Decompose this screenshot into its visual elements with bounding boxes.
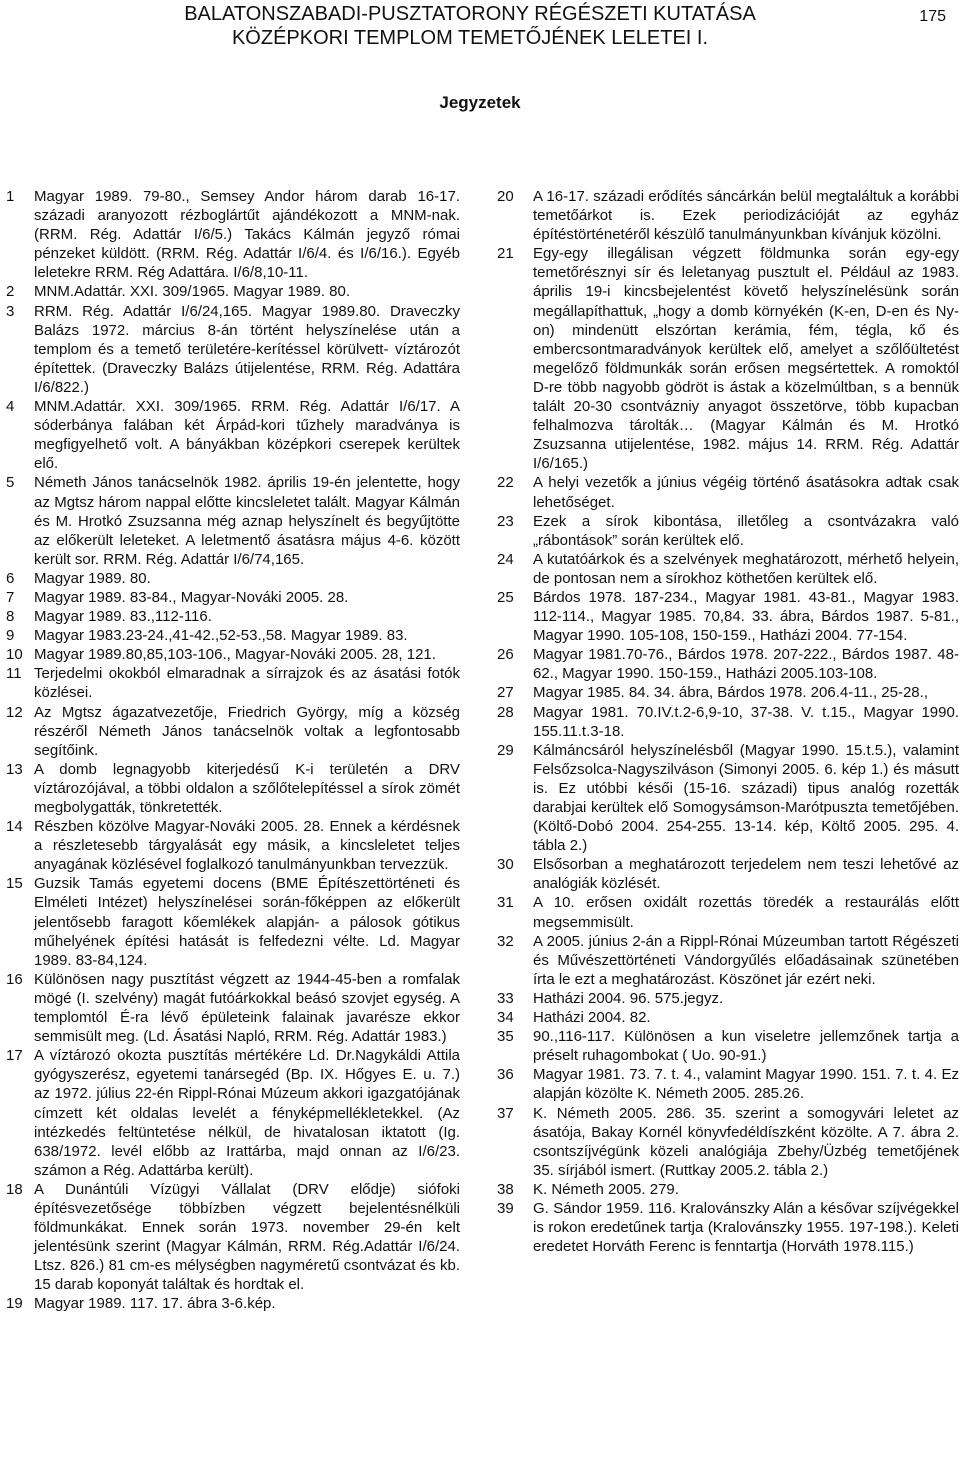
footnote bbox=[497, 645, 959, 683]
footnote-text: Magyar 1981. 70.IV.t.2-6,9-10, 37-38. V. t.15., Magyar 1990. 155.11.t.3-18. bbox=[533, 703, 959, 740]
footnote-text: Hatházi 2004. 96. 575.jegyz. bbox=[533, 989, 724, 1007]
footnote bbox=[0, 874, 460, 969]
footnote bbox=[497, 473, 959, 511]
footnote-text: Magyar 1989. 83.,112-116. bbox=[34, 608, 212, 626]
footnote-text: A víztározó okozta pusztítás mértékére Ld. Dr.Nagykáldi Attila gyógyszerész, egyetemi tanársegéd (Bp. IX. Hőgyes E. u. 7.) az 1972. július 22-én Rippl-Rónai Múzeum akkori igazgatójának címzett két oldalas levelét a fényképmellékletekkel. (Az intézkedés feltüntetése nélkül, de hivatalosan iktatott (Ig. 638/1972. levél előbb az Irattárba, majd onnan az I/6/23. számon a Rég. Adattárba került). bbox=[34, 1047, 460, 1179]
footnote-number: 10 bbox=[6, 646, 23, 664]
footnote-number: 21 bbox=[497, 245, 514, 263]
footnote bbox=[0, 473, 460, 568]
footnote bbox=[0, 626, 460, 645]
footnote bbox=[497, 683, 959, 702]
footnote-number: 38 bbox=[497, 1180, 514, 1198]
footnote bbox=[497, 741, 959, 856]
footnote-number: 32 bbox=[497, 932, 514, 950]
running-title-line-2: KÖZÉPKORI TEMPLOM TEMETŐJÉNEK LELETEI I. bbox=[231, 27, 709, 49]
footnote-number: 4 bbox=[6, 398, 15, 416]
footnote-text: A 16-17. századi erődítés sáncárkán belül megtaláltuk a korábbi temetőárkot is. Ezek periodizációját az egyház építéstörténetéről készülő tanulmányunkban kívánjuk közölni. bbox=[533, 188, 959, 244]
section-title: Jegyzetek bbox=[439, 93, 521, 112]
footnote-number: 33 bbox=[497, 989, 514, 1007]
footnote-number: 29 bbox=[497, 741, 514, 759]
footnote-number: 26 bbox=[497, 646, 514, 664]
footnote-text: Magyar 1989.80,85,103-106., Magyar-Nováki 2005. 28, 121. bbox=[34, 646, 436, 664]
footnote-number: 34 bbox=[497, 1009, 514, 1027]
footnote bbox=[497, 512, 959, 550]
footnote bbox=[0, 187, 460, 282]
footnote bbox=[497, 1008, 959, 1027]
footnote bbox=[497, 588, 959, 645]
footnote-text: A 2005. június 2-án a Rippl-Rónai Múzeumban tartott Régészeti és Művészettörténeti Vándorgyűlés előadásainak szünetében írta le ezt a meghatározást. Köszönet jár ezért neki. bbox=[533, 932, 959, 988]
footnote-text: MNM.Adattár. XXI. 309/1965. RRM. Rég. Adattár I/6/17. A sóderbánya falában két Árpád-kori tűzhely maradványa is megfigyelhető volt. A bányákban középkori cserepek kerültek elő. bbox=[34, 398, 460, 473]
footnote-text: Kálmáncsáról helyszínelésből (Magyar 1990. 15.t.5.), valamint Felsőzsolca-Nagyszilváson (Simonyi 2005. 6. kép 1.) és másutt is. Ez utóbbi késői (15-16. századi) tipus analóg rozetták darabjai kerültek elő Somogysámson-Marótpuszta temetőjében. (Költő-Dobó 2004. 254-255. 13-14. kép, Költő 2005. 295. 4. tábla 2.) bbox=[533, 741, 959, 855]
footnote-text: K. Németh 2005. 286. 35. szerint a somogyvári leletet az ásatója, Bakay Kornél könyvfedéldíszként közölte. A 7. ábra 2. csontszíjvégünk közeli analógiája Zbehy/Üzbég temetőjének 35. sírjából ismert. (Ruttkay 2005.2. tábla 2.) bbox=[533, 1104, 959, 1179]
footnote bbox=[0, 664, 460, 702]
footnote bbox=[497, 244, 959, 473]
footnote bbox=[0, 1046, 460, 1180]
footnote-number: 24 bbox=[497, 550, 514, 568]
footnote-text: Magyar 1981. 73. 7. t. 4., valamint Magyar 1990. 151. 7. t. 4. Ez alapján közölte K. Németh 2005. 285.26. bbox=[533, 1066, 959, 1103]
footnote bbox=[0, 1180, 460, 1295]
footnote-text: Magyar 1981.70-76., Bárdos 1978. 207-222., Bárdos 1987. 48-62., Magyar 1990. 150-159., Hatházi 2005.103-108. bbox=[533, 646, 959, 683]
page-number: 175 bbox=[919, 8, 946, 25]
footnote-text: Magyar 1989. 80. bbox=[34, 569, 151, 587]
footnote-number: 18 bbox=[6, 1180, 23, 1198]
footnote bbox=[0, 703, 460, 760]
footnote-text: A kutatóárkok és a szelvények meghatározott, mérhető helyein, de pontosan nem a sírokhoz köthetően kerültek elő. bbox=[533, 550, 959, 587]
running-title bbox=[150, 2, 790, 50]
footnote-number: 35 bbox=[497, 1028, 514, 1046]
footnote-text: Németh János tanácselnök 1982. április 19-én jelentette, hogy az Mgtsz három nappal előtte kincsleletet talált. Magyar Kálmán és M. Hrotkó Zsuzsanna még aznap helyszínelt és begyűjtötte az előkerült leleteket. A leletmentő ásatásra május 4-6. között került sor. RRM. Rég. Adattár I/6/74,165. bbox=[34, 474, 460, 568]
footnote bbox=[497, 550, 959, 588]
footnote-number: 17 bbox=[6, 1047, 23, 1065]
footnote-text: K. Németh 2005. 279. bbox=[533, 1180, 679, 1198]
footnote-text: A Dunántúli Vízügyi Vállalat (DRV elődje) siófoki építésvezetősége többízben végzett bejelentésnélküli földmunkákat. Ennek során 1973. november 29-én kelt jelentésünk szerint (Magyar Kálmán, RRM. Rég.Adattár I/6/24. Ltsz. 826.) 81 cm-es mélységben nagyméretű csontvázat és kb. 15 darab koponyát találtak és hordtak el. bbox=[34, 1180, 460, 1294]
footnote-text: Terjedelmi okokból elmaradnak a sírrajzok és az ásatási fotók közlései. bbox=[34, 665, 460, 702]
footnote-text: Magyar 1989. 117. 17. ábra 3-6.kép. bbox=[34, 1295, 276, 1313]
footnote-number: 22 bbox=[497, 474, 514, 492]
footnote bbox=[0, 970, 460, 1046]
footnote-text: A domb legnagyobb kiterjedésű K-i területén a DRV víztározójával, a többi oldalon a szőlőtelepítéssel a sírok zömét megbolygatták, tönkretették. bbox=[34, 760, 460, 816]
footnote-number: 11 bbox=[6, 665, 22, 683]
footnote-number: 25 bbox=[497, 588, 514, 606]
footnote-number: 2 bbox=[6, 283, 15, 301]
footnote bbox=[497, 893, 959, 931]
footnote-text: A helyi vezetők a június végéig történő ásatásokra adtak csak lehetőséget. bbox=[533, 474, 959, 511]
footnote-number: 1 bbox=[6, 188, 15, 205]
footnote-number: 5 bbox=[6, 474, 15, 492]
footnote-number: 15 bbox=[6, 875, 23, 893]
footnote bbox=[0, 569, 460, 588]
footnote bbox=[0, 302, 460, 397]
footnote bbox=[497, 932, 959, 989]
footnote-number: 7 bbox=[6, 588, 15, 606]
footnote-number: 36 bbox=[497, 1066, 514, 1084]
footnote-text: A 10. erősen oxidált rozettás töredék a restaurálás előtt megsemmisült. bbox=[533, 894, 959, 931]
footnote-text: Ezek a sírok kibontása, illetőleg a csontvázakra való „rábontások” során kerültek elő. bbox=[533, 512, 959, 549]
footnote-number: 39 bbox=[497, 1199, 514, 1217]
footnote-number: 27 bbox=[497, 684, 514, 702]
footnote-text: Guzsik Tamás egyetemi docens (BME Építészettörténeti és Elméleti Intézet) helyszínelései során-főképpen az előkerült jelentősebb faragott kőemlékek alapján- a pálosok gótikus műhelyének építési hatását is felfedezni vélte. Ld. Magyar 1989. 83-84,124. bbox=[34, 875, 460, 969]
footnote bbox=[497, 1027, 959, 1065]
footnote-text: Magyar 1985. 84. 34. ábra, Bárdos 1978. 206.4-11., 25-28., bbox=[533, 684, 928, 702]
footnote-number: 20 bbox=[497, 188, 514, 205]
footnote-text: Egy-egy illegálisan végzett földmunka során egy-egy temetőrésznyi sír és leletanyag pusztult el. Például az 1983. április 19-i kincsbejelentést követő helyszínelésünk során megállapíthattuk, „hogy a domb környékén (K-en, D-en és Ny-on) mindenütt elszórtan kerámia, fém, tégla, kő és embercsontmaradványok kerültek elő, amelyet a szőlőültetést megelőző földmunkák során erősen megsértettek. A romoktól D-re több nagyobb gödröt is ástak a közelmúltban, s a bennük talált 20-30 csontvázniy anyagot összetörve, több kupacban felhalmozva tárolták… (Magyar Kálmán és M. Hrotkó Zsuzsanna utijelentése, 1982. május 14. RRM. Rég. Adattár I/6/165.) bbox=[533, 245, 959, 473]
footnote-number: 30 bbox=[497, 856, 514, 874]
footnote-number: 12 bbox=[6, 703, 23, 721]
footnote-number: 9 bbox=[6, 627, 15, 645]
footnote-text: RRM. Rég. Adattár I/6/24,165. Magyar 1989.80. Draveczky Balázs 1972. március 8-án történt helyszínelése után a templom és a temető területére-kerítéssel körülvett- víztározót építettek. (Draveczky Balázs útijelentése, RRM. Rég. Adattára I/6/822.) bbox=[34, 302, 460, 396]
footnote-text: G. Sándor 1959. 116. Kralovánszky Alán a késővar szíjvégekkel is rokon eredetűnek tartja (Kralovánszky 1955. 197-198.). Keleti eredetet Horváth Ferenc is fenntartja (Horváth 1978.115.) bbox=[533, 1199, 959, 1256]
footnote-number: 13 bbox=[6, 760, 23, 778]
footnote bbox=[497, 989, 959, 1008]
footnote-number: 8 bbox=[6, 608, 15, 626]
footnote bbox=[0, 760, 460, 817]
footnote-text: MNM.Adattár. XXI. 309/1965. Magyar 1989. 80. bbox=[34, 283, 351, 301]
footnote-number: 16 bbox=[6, 970, 23, 988]
footnote bbox=[497, 1065, 959, 1103]
footnote bbox=[0, 588, 460, 607]
footnote-number: 28 bbox=[497, 703, 514, 721]
footnote bbox=[497, 1180, 959, 1199]
footnote-number: 6 bbox=[6, 569, 15, 587]
footnote bbox=[497, 1199, 959, 1256]
footnote-text: Magyar 1989. 83-84., Magyar-Nováki 2005. 28. bbox=[34, 588, 349, 606]
footnote bbox=[497, 187, 959, 244]
footnote bbox=[0, 1294, 460, 1313]
footnote bbox=[497, 703, 959, 741]
footnote bbox=[0, 607, 460, 626]
footnote-text: Elsősorban a meghatározott terjedelem nem teszi lehetővé az analógiák közlését. bbox=[533, 856, 959, 893]
footnote-text: Hatházi 2004. 82. bbox=[533, 1009, 651, 1027]
footnote-number: 23 bbox=[497, 512, 514, 530]
footnote bbox=[0, 282, 460, 301]
footnote-number: 3 bbox=[6, 302, 15, 320]
footnote bbox=[0, 397, 460, 473]
notes-column-left bbox=[0, 187, 460, 1314]
running-title-line-1: BALATONSZABADI-PUSZTATORONY RÉGÉSZETI KUTATÁSA bbox=[184, 3, 756, 25]
notes-column-right bbox=[497, 187, 959, 1256]
footnote bbox=[0, 817, 460, 874]
footnote-text: Magyar 1983.23-24.,41-42.,52-53.,58. Magyar 1989. 83. bbox=[34, 627, 408, 645]
footnote-text: Különösen nagy pusztítást végzett az 1944-45-ben a romfalak mögé (I. szelvény) magát futóárkokkal beásó szovjet egység. A templomtól É-ra lévő épületeink falainak javarésze ekkor semmisült meg. (Ld. Ásatási Napló, RRM. Rég. Adattár 1983.) bbox=[34, 970, 460, 1046]
footnote-text: Részben közölve Magyar-Nováki 2005. 28. Ennek a kérdésnek a részletesebb tárgyalását egy másik, a kincsleletet teljes anyagának közlésével foglalkozó tanulmányunkban tervezzük. bbox=[34, 818, 460, 874]
footnote-text: 90.,116-117. Különösen a kun viseletre jellemzőnek tartja a préselt ruhagombokat ( Uo. 90-91.) bbox=[533, 1028, 959, 1065]
footnote bbox=[497, 855, 959, 893]
footnote bbox=[0, 645, 460, 664]
footnote-text: Magyar 1989. 79-80., Semsey Andor három darab 16-17. századi aranyozott rézboglártűt ajándékozott a MNM-nak. (RRM. Rég. Adattár I/6/5.) Takács Kálmán jegyző római pénzeket küldött. (RRM. Rég. Adattár I/6/4. és I/6/16.). Egyéb leletekre RRM. Rég Adattára. I/6/8,10-11. bbox=[34, 188, 460, 282]
footnote-number: 37 bbox=[497, 1104, 514, 1122]
footnote-number: 14 bbox=[6, 818, 23, 836]
footnote-text: Bárdos 1978. 187-234., Magyar 1981. 43-81., Magyar 1983. 112-114., Magyar 1985. 70,84. 33. ábra, Bárdos 1987. 5-81., Magyar 1990. 105-108, 150-159., Hatházi 2004. 77-154. bbox=[533, 588, 959, 645]
footnote bbox=[497, 1104, 959, 1180]
footnote-text: Az Mgtsz ágazatvezetője, Friedrich György, míg a község részéről Németh János tanácselnök voltak a legfontosabb segítőink. bbox=[34, 703, 460, 759]
footnote-number: 31 bbox=[497, 894, 514, 912]
footnote-number: 19 bbox=[6, 1295, 23, 1313]
